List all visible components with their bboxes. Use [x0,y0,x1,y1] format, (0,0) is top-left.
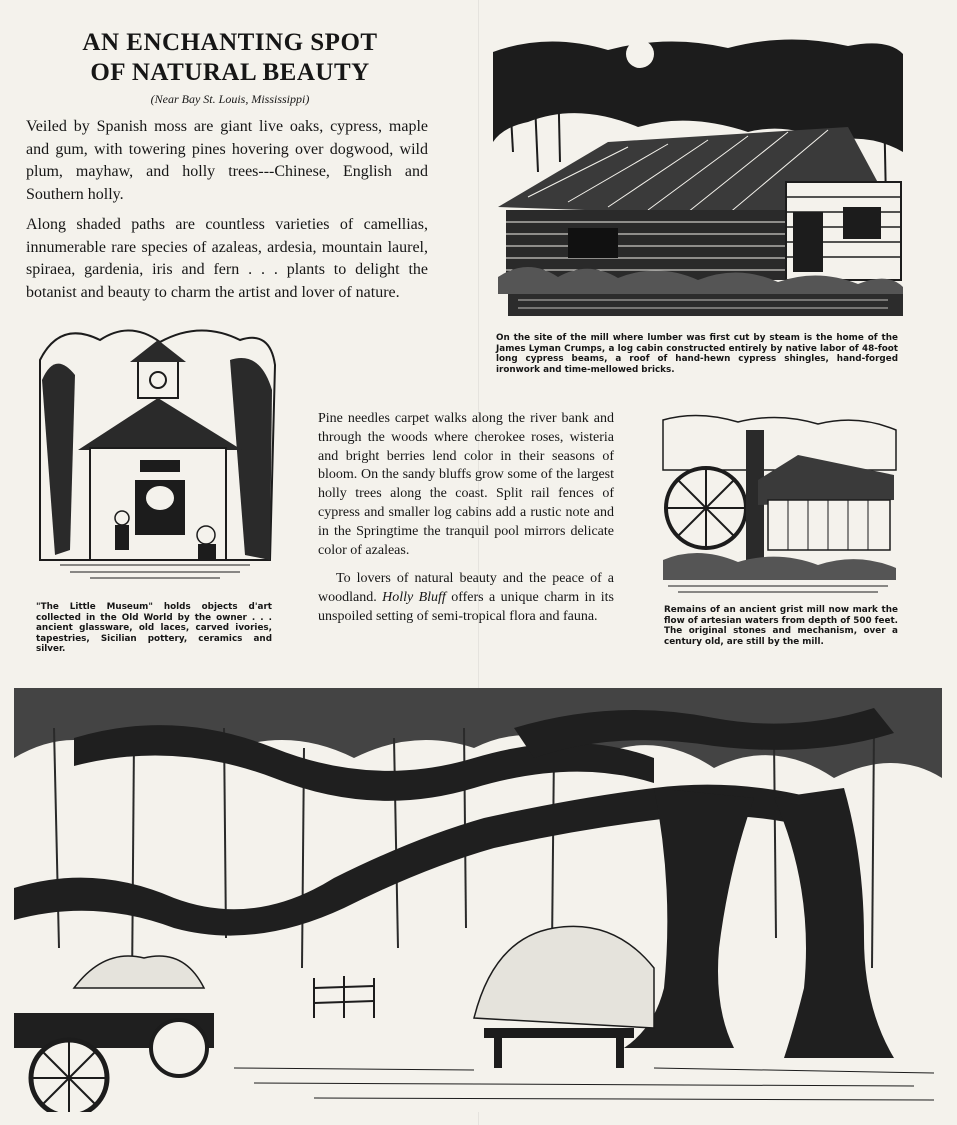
middle-paragraph-2-end: offers a unique charm in its unspoiled setting of semi-tropical flora and fauna. [318,590,614,624]
intro-paragraph-1: Veiled by Spanish moss are giant live oaks, cypress, maple and gum, with towering pines hovering over dogwood, wild plum, mayhaw, and holly trees---Chinese, English and Southern holly. [26,118,428,203]
middle-text [318,410,614,637]
middle-paragraph-1: Pine needles carpet walks along the river bank and through the woods where cherokee roses, wisteria and bright berries lend color in their seasons of bloom. On the sandy bluffs grow some of the largest holly trees along the coast. Split rail fences of cypress and smaller log cabins add a rustic note and in the Springtime the tranquil pool mirrors delicate color of azaleas. [318,411,614,558]
holly-bluff-name: Holly Bluff [382,590,446,606]
title-line-2: OF NATURAL BEAUTY [90,59,370,86]
live-oak-illustration [14,688,942,1112]
cabin-caption: On the site of the mill where lumber was first cut by steam is the home of the James Lyman Crumps, a log cabin constructed entirely by native labor of 48-foot long cypress beams, a roof of hand-hewn cypress shingles, hand-forged ironwork and time-mellowed bricks. [496,333,898,375]
page-title [30,28,430,88]
intro-paragraph-2: Along shaded paths are countless varieties of camellias, innumerable rare species of azaleas, ardesia, mountain laurel, spiraea, gardenia, iris and fern . . . plants to delight the botanist and beauty to charm the artist and lover of nature. [26,216,428,301]
title-line-1: AN ENCHANTING SPOT [82,29,378,56]
intro-text [26,116,428,312]
log-cabin-illustration [488,32,908,324]
location-subtitle: (Near Bay St. Louis, Mississippi) [150,92,310,106]
mill-caption: Remains of an ancient grist mill now mark the flow of artesian waters from depth of 500 feet. The original stones and mechanism, over a century old, are still by the mill. [664,605,898,647]
museum-caption: "The Little Museum" holds objects d'art collected in the Old World by the owner . . . ancient glassware, old laces, carved ivories, tapestries, Sicilian pottery, ceramics and silver. [36,602,272,655]
middle-paragraph-2 [318,570,614,626]
middle-paragraph-2-start: To lovers of natural beauty and the peace of a woodland. [318,571,614,606]
little-museum-illustration [30,320,278,595]
grist-mill-illustration [658,410,900,600]
